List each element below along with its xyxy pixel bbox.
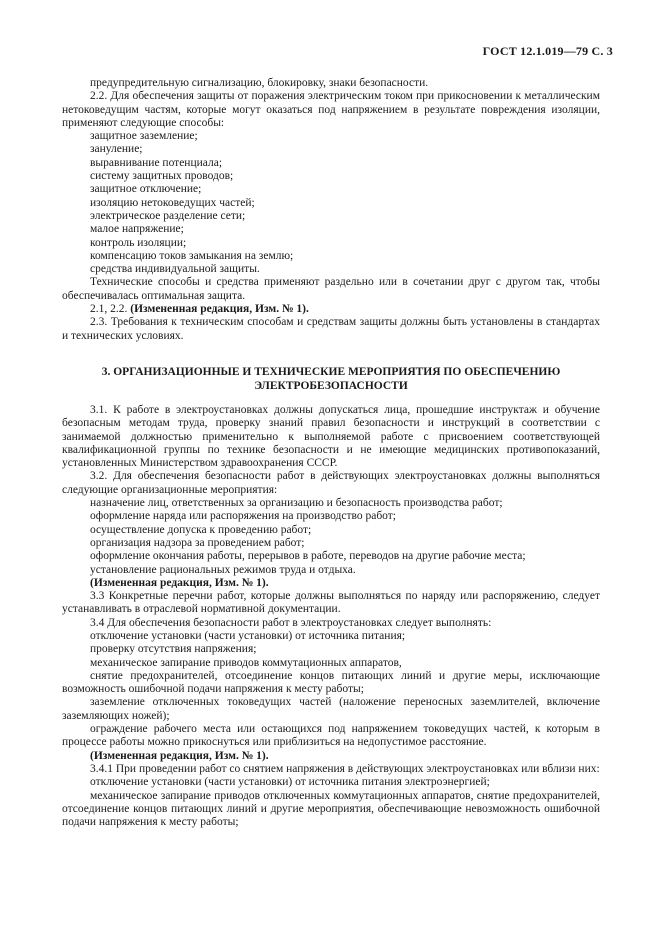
page-body	[62, 77, 600, 829]
paragraph-text: защитное заземление;	[90, 130, 198, 143]
paragraph-text: снятие предохранителей, отсоединение концов питающих линий и другие меры, исключающие возможность ошибочной подачи напряжения к месту работы;	[62, 669, 600, 696]
paragraph-text: 3.4.1 При проведении работ со снятием напряжения в действующих электроустановках или вблизи них:	[90, 762, 600, 775]
paragraph	[62, 223, 600, 236]
paragraph-text: 3.2. Для обеспечения безопасности работ в действующих электроустановках должны выполняться следующие организационные мероприятия:	[62, 470, 600, 496]
paragraph-text: механическое запирание приводов отключенных коммутационных аппаратов, снятие предохранителей, отсоединение концов питающих линий и другие мероприятия, обеспечивающие невозможность ошибочной подачи напряжения к месту работы;	[62, 789, 600, 829]
paragraph-text: 3.3 Конкретные перечни работ, которые должны выполняться по наряду или распоряжению, следует устанавливать в отраслевой нормативной документации.	[62, 590, 600, 616]
paragraph-text: защитное отключение;	[90, 183, 202, 196]
revision-note: (Измененная редакция, Изм. № 1).	[130, 303, 309, 316]
paragraph-text: выравнивание потенциала;	[90, 156, 223, 169]
section-3-body	[62, 404, 600, 830]
paragraph-text: назначение лиц, ответственных за организацию и безопасность производства работ;	[90, 497, 503, 510]
paragraph	[62, 143, 600, 156]
paragraph	[62, 90, 600, 130]
paragraph-text: отключение установки (части установки) от источника питания электроэнергией;	[90, 776, 490, 789]
paragraph	[62, 497, 600, 510]
paragraph	[62, 250, 600, 263]
paragraph	[62, 157, 600, 170]
paragraph	[62, 790, 600, 830]
paragraph	[62, 670, 600, 697]
paragraph	[62, 657, 600, 670]
paragraph-text: средства индивидуальной защиты.	[90, 263, 260, 276]
paragraph-text: проверку отсутствия напряжения;	[90, 643, 257, 656]
paragraph-text: организация надзора за проведением работ;	[90, 536, 305, 549]
paragraph	[62, 303, 600, 316]
revision-note: (Измененная редакция, Изм. № 1).	[90, 576, 269, 589]
paragraph	[62, 237, 600, 250]
paragraph-text: Технические способы и средства применяют раздельно или в сочетании друг с другом так, чтобы обеспечивалась оптимальная защита.	[62, 276, 600, 302]
paragraph	[62, 750, 600, 763]
paragraph-text: зануление;	[90, 143, 143, 156]
paragraph	[62, 577, 600, 590]
paragraph	[62, 590, 600, 617]
paragraph-text: ограждение рабочего места или остающихся под напряжением токоведущих частей, к которым в процессе работы можно прикоснуться или приблизиться на недопустимое расстояние.	[62, 723, 600, 749]
paragraph-text: 3.4 Для обеспечения безопасности работ в электроустановках следует выполнять:	[90, 616, 492, 629]
paragraph	[62, 537, 600, 550]
paragraph	[62, 564, 600, 577]
paragraph	[62, 210, 600, 223]
paragraph	[62, 776, 600, 789]
paragraph-text: изоляцию нетоковедущих частей;	[90, 196, 255, 209]
paragraph-text: электрическое разделение сети;	[90, 209, 246, 222]
section-3-title: 3. ОРГАНИЗАЦИОННЫЕ И ТЕХНИЧЕСКИЕ МЕРОПРИЯТИЯ ПО ОБЕСПЕЧЕНИЮ ЭЛЕКТРОБЕЗОПАСНОСТИ	[101, 365, 561, 392]
paragraph	[62, 470, 600, 497]
paragraph-text: систему защитных проводов;	[90, 170, 234, 183]
paragraph-text: 2.3. Требования к техническим способам и средствам защиты должны быть установлены в стандартах и технических условиях.	[62, 316, 600, 342]
paragraph-text: контроль изоляции;	[90, 236, 187, 249]
paragraph	[62, 696, 600, 723]
paragraph	[62, 263, 600, 276]
paragraph-text: механическое запирание приводов коммутационных аппаратов,	[90, 656, 402, 669]
paragraph-text: предупредительную сигнализацию, блокировку, знаки безопасности.	[90, 77, 429, 89]
paragraph	[62, 510, 600, 523]
paragraph	[62, 404, 600, 470]
paragraph	[62, 77, 600, 90]
paragraph-text: заземление отключенных токоведущих частей (наложение переносных заземлителей, включение заземляющих ножей);	[62, 696, 600, 722]
paragraph-text: малое напряжение;	[90, 223, 184, 236]
paragraph-text: осуществление допуска к проведению работ;	[90, 523, 312, 536]
paragraph	[62, 723, 600, 750]
paragraph	[62, 524, 600, 537]
paragraph	[62, 617, 600, 630]
paragraph	[62, 550, 600, 563]
paragraph	[62, 130, 600, 143]
paragraph	[62, 763, 600, 776]
paragraph	[62, 276, 600, 303]
paragraph-text: компенсацию токов замыкания на землю;	[90, 249, 294, 262]
paragraph-text: оформление окончания работы, перерывов в работе, переводов на другие рабочие места;	[90, 550, 526, 563]
paragraph-text: 2.1, 2.2.	[90, 303, 131, 316]
section-2-continuation	[62, 77, 600, 343]
running-header: ГОСТ 12.1.019—79 С. 3	[482, 44, 613, 58]
paragraph-text: 2.2. Для обеспечения защиты от поражения электрическим током при прикосновении к металлическим нетоковедущим частям, которые могут оказаться под напряжением в результате повреждения изоляции, применяют следующие способы:	[62, 90, 600, 129]
paragraph	[62, 316, 600, 343]
paragraph-text: установление рациональных режимов труда и отдыха.	[90, 563, 356, 576]
paragraph	[62, 643, 600, 656]
paragraph	[62, 170, 600, 183]
paragraph	[62, 630, 600, 643]
paragraph-text: оформление наряда или распоряжения на производство работ;	[90, 510, 396, 523]
paragraph-text: отключение установки (части установки) от источника питания;	[90, 629, 406, 642]
paragraph	[62, 183, 600, 196]
paragraph	[62, 197, 600, 210]
revision-note: (Измененная редакция, Изм. № 1).	[90, 749, 269, 762]
paragraph-text: 3.1. К работе в электроустановках должны допускаться лица, прошедшие инструктаж и обучение безопасным методам труда, проверку знаний правил безопасности и инструкций в соответствии с занимаемой должностью применительно к выполняемой работе с присвоением соответствующей квалификационной группы по технике безопасности и не имеющие медицинских противопоказаний, установленных Министерством здравоохранения СССР.	[62, 403, 600, 470]
